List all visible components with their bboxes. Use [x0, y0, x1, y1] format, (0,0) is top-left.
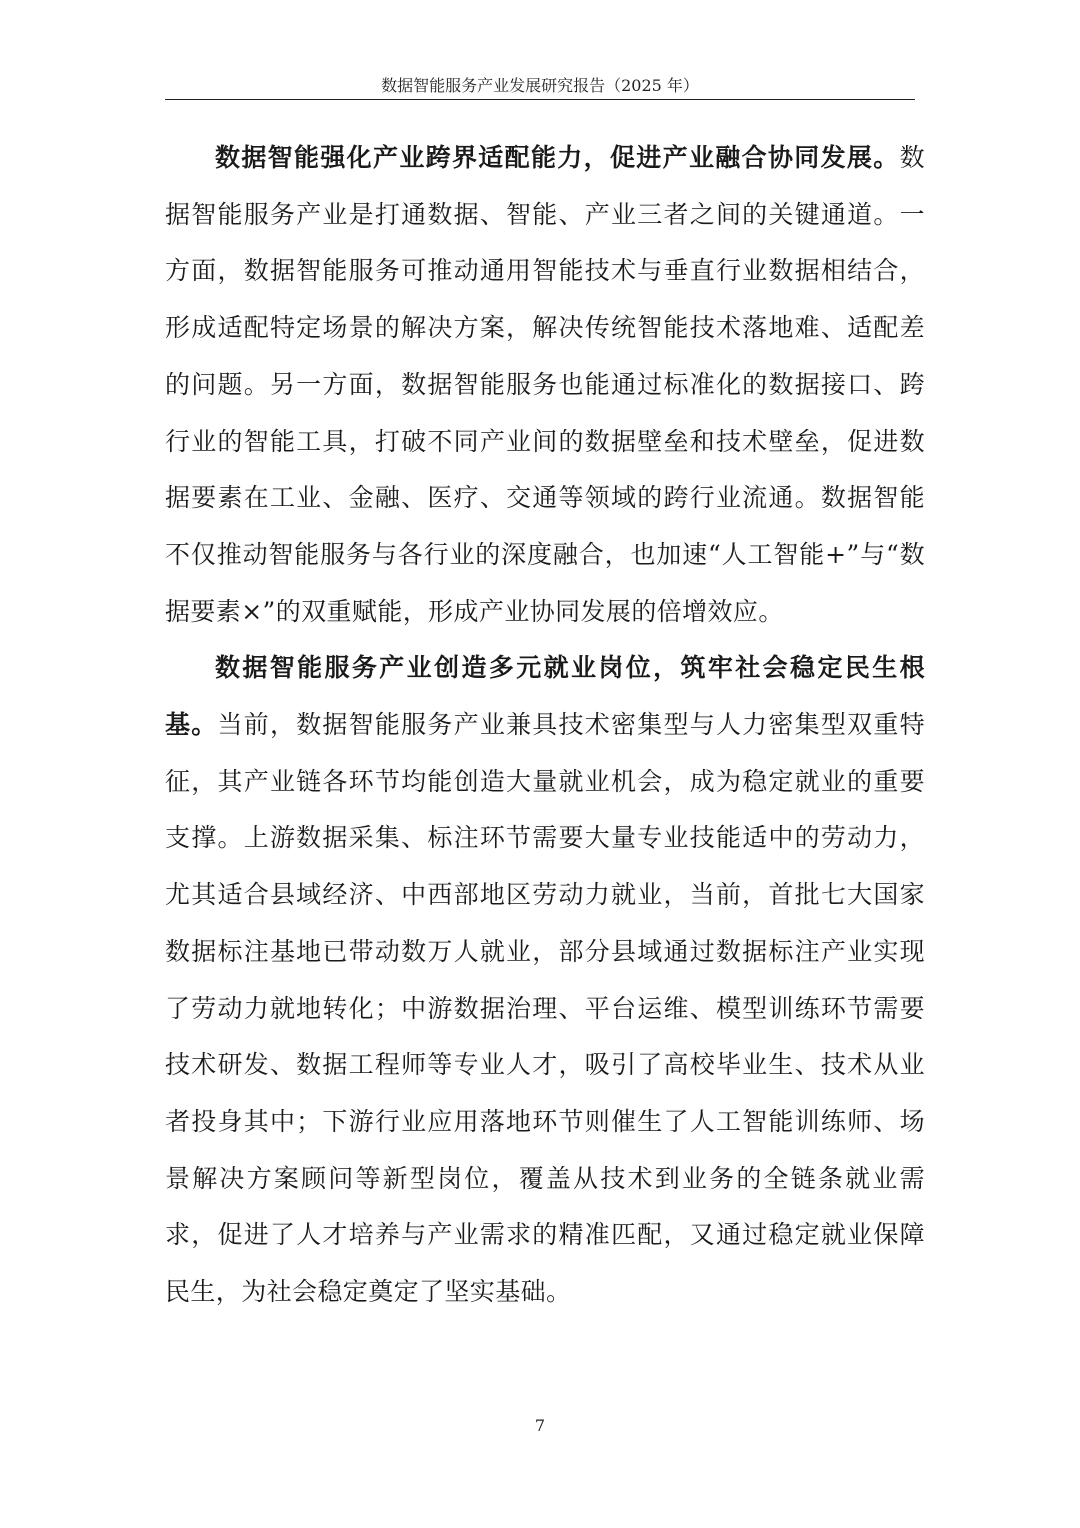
page-number: 7	[534, 1416, 546, 1435]
paragraph-industry-fusion	[165, 130, 925, 640]
paragraph-employment	[165, 640, 925, 1320]
paragraph-body: 当前，数据智能服务产业兼具技术密集型与人力密集型双重特征，其产业链各环节均能创造大量就业机会，成为稳定就业的重要支撑。上游数据采集、标注环节需要大量专业技能适中的劳动力，尤其适合县域经济、中西部地区劳动力就业，当前，首批七大国家数据标注基地已带动数万人就业，部分县域通过数据标注产业实现了劳动力就地转化；中游数据治理、平台运维、模型训练环节需要技术研发、数据工程师等专业人才，吸引了高校毕业生、技术从业者投身其中；下游行业应用落地环节则催生了人工智能训练师、场景解决方案顾问等新型岗位，覆盖从技术到业务的全链条就业需求，促进了人才培养与产业需求的精准匹配，又通过稳定就业保障民生，为社会稳定奠定了坚实基础。	[165, 710, 925, 1307]
paragraph-body: 数据智能服务产业是打通数据、智能、产业三者之间的关键通道。一方面，数据智能服务可推动通用智能技术与垂直行业数据相结合，形成适配特定场景的解决方案，解决传统智能技术落地难、适配差的问题。另一方面，数据智能服务也能通过标准化的数据接口、跨行业的智能工具，打破不同产业间的数据壁垒和技术壁垒，促进数据要素在工业、金融、医疗、交通等领域的跨行业流通。数据智能不仅推动智能服务与各行业的深度融合，也加速“人工智能+”与“数据要素×”的双重赋能，形成产业协同发展的倍增效应。	[165, 143, 925, 626]
paragraph-lead: 数据智能强化产业跨界适配能力，促进产业融合协同发展。	[215, 143, 900, 172]
paragraph-lead: 数据智能服务产业创造多元就业岗位，筑牢社会稳定民生根基。	[165, 653, 925, 740]
header-rule	[165, 99, 915, 100]
body-text	[165, 130, 925, 1321]
running-header: 数据智能服务产业发展研究报告（2025 年）	[381, 76, 699, 95]
